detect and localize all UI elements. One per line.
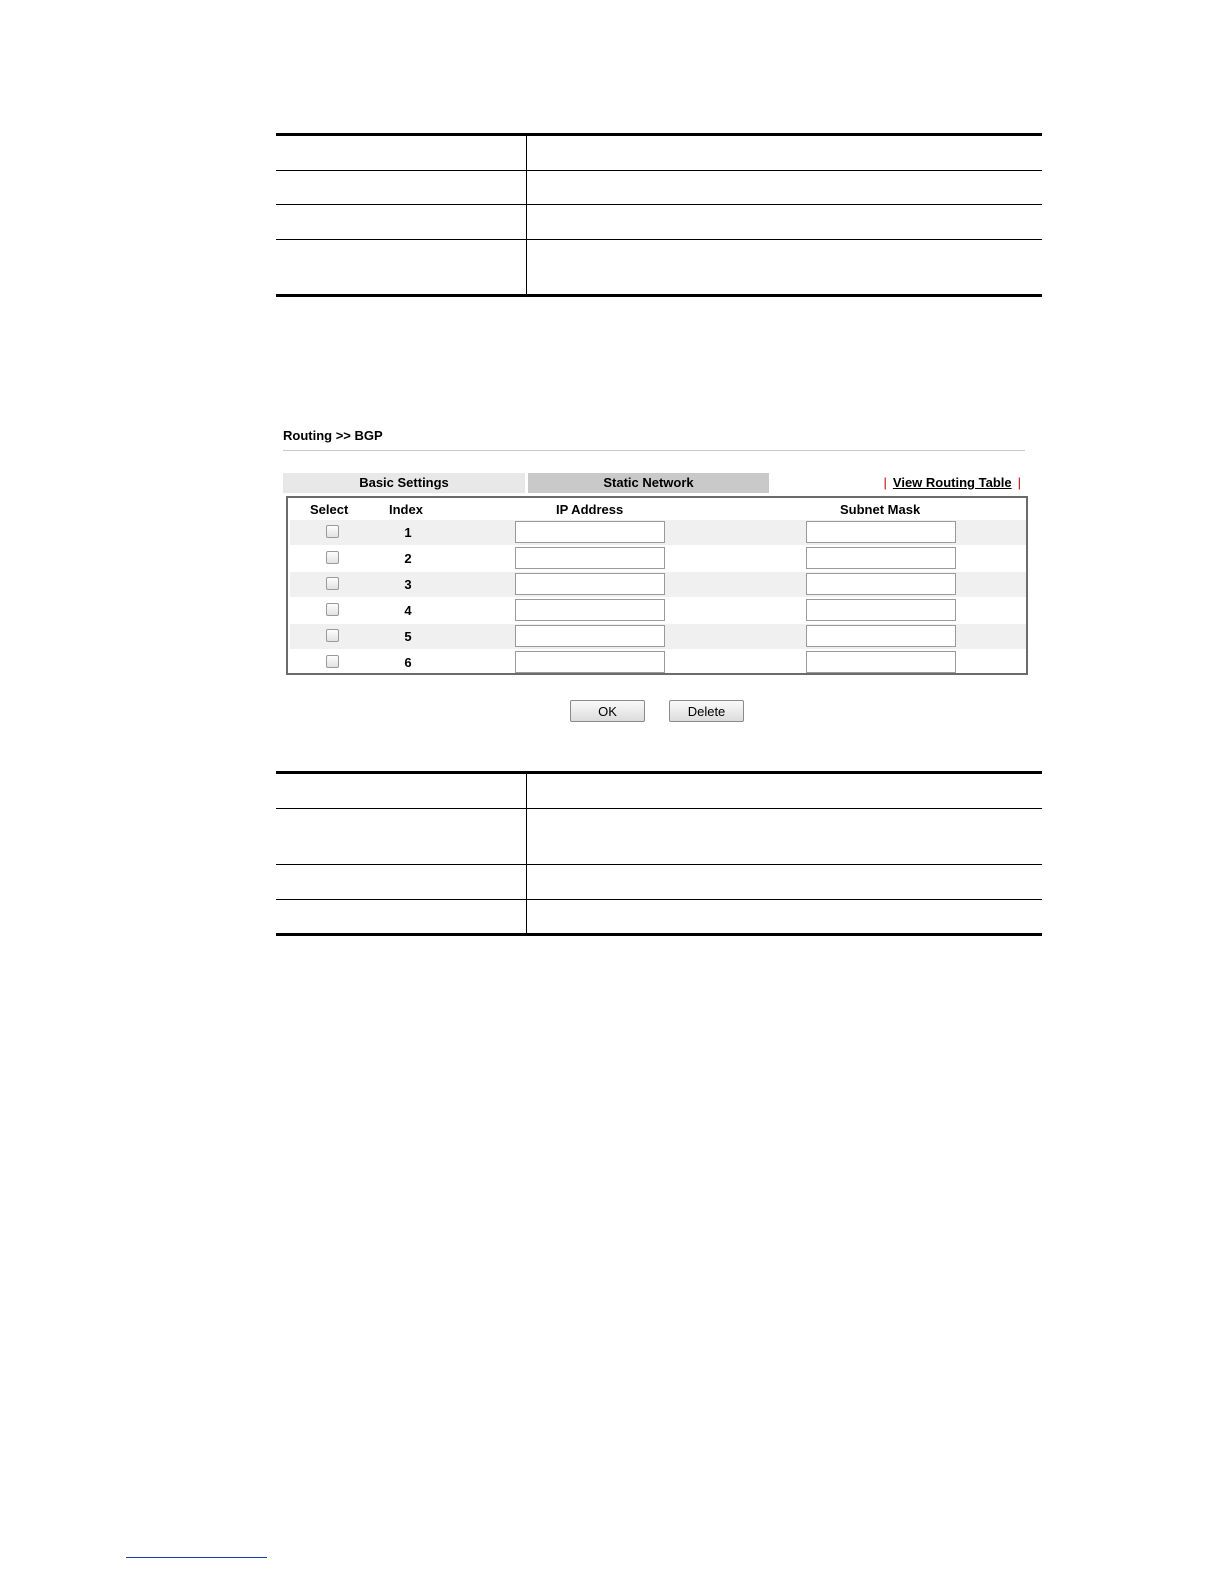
static-network-table xyxy=(286,496,1028,675)
table-row xyxy=(290,650,1026,675)
select-checkbox[interactable] xyxy=(326,577,339,590)
separator-right: | xyxy=(1017,475,1021,490)
select-checkbox[interactable] xyxy=(326,525,339,538)
row-index: 1 xyxy=(404,525,412,540)
tab-basic-settings[interactable]: Basic Settings xyxy=(283,473,525,493)
subnet-mask-input[interactable] xyxy=(806,625,956,647)
select-checkbox[interactable] xyxy=(326,551,339,564)
ip-address-input[interactable] xyxy=(515,599,665,621)
subnet-mask-input[interactable] xyxy=(806,599,956,621)
subnet-mask-input[interactable] xyxy=(806,573,956,595)
ip-address-input[interactable] xyxy=(515,521,665,543)
page-title: Routing >> BGP xyxy=(283,428,383,443)
description-table-bottom xyxy=(276,771,1042,936)
ip-address-input[interactable] xyxy=(515,651,665,673)
description-table-top xyxy=(276,133,1042,297)
view-routing-table-group xyxy=(884,473,1021,493)
delete-button[interactable]: Delete xyxy=(669,700,744,722)
table-row xyxy=(290,546,1026,571)
ok-button[interactable]: OK xyxy=(570,700,645,722)
table-row xyxy=(290,624,1026,649)
subnet-mask-input[interactable] xyxy=(806,547,956,569)
row-index: 2 xyxy=(404,551,412,566)
column-header-subnet-mask: Subnet Mask xyxy=(840,502,921,517)
subnet-mask-input[interactable] xyxy=(806,521,956,543)
separator-left: | xyxy=(883,475,887,490)
column-header-select: Select xyxy=(310,502,349,517)
select-checkbox[interactable] xyxy=(326,603,339,616)
footnote-divider xyxy=(126,1557,267,1558)
row-index: 4 xyxy=(404,603,412,618)
subnet-mask-input[interactable] xyxy=(806,651,956,673)
column-header-ip-address: IP Address xyxy=(556,502,624,517)
tab-static-network[interactable]: Static Network xyxy=(528,473,769,493)
row-index: 6 xyxy=(404,655,412,670)
row-index: 3 xyxy=(404,577,412,592)
title-divider xyxy=(283,450,1025,451)
table-row xyxy=(290,520,1026,545)
tab-bar xyxy=(283,473,1025,493)
select-checkbox[interactable] xyxy=(326,629,339,642)
ip-address-input[interactable] xyxy=(515,547,665,569)
table-row xyxy=(290,598,1026,623)
ip-address-input[interactable] xyxy=(515,625,665,647)
ip-address-input[interactable] xyxy=(515,573,665,595)
column-header-index: Index xyxy=(389,502,423,517)
table-row xyxy=(290,572,1026,597)
view-routing-table-link[interactable]: View Routing Table xyxy=(892,475,1012,490)
select-checkbox[interactable] xyxy=(326,655,339,668)
row-index: 5 xyxy=(404,629,412,644)
